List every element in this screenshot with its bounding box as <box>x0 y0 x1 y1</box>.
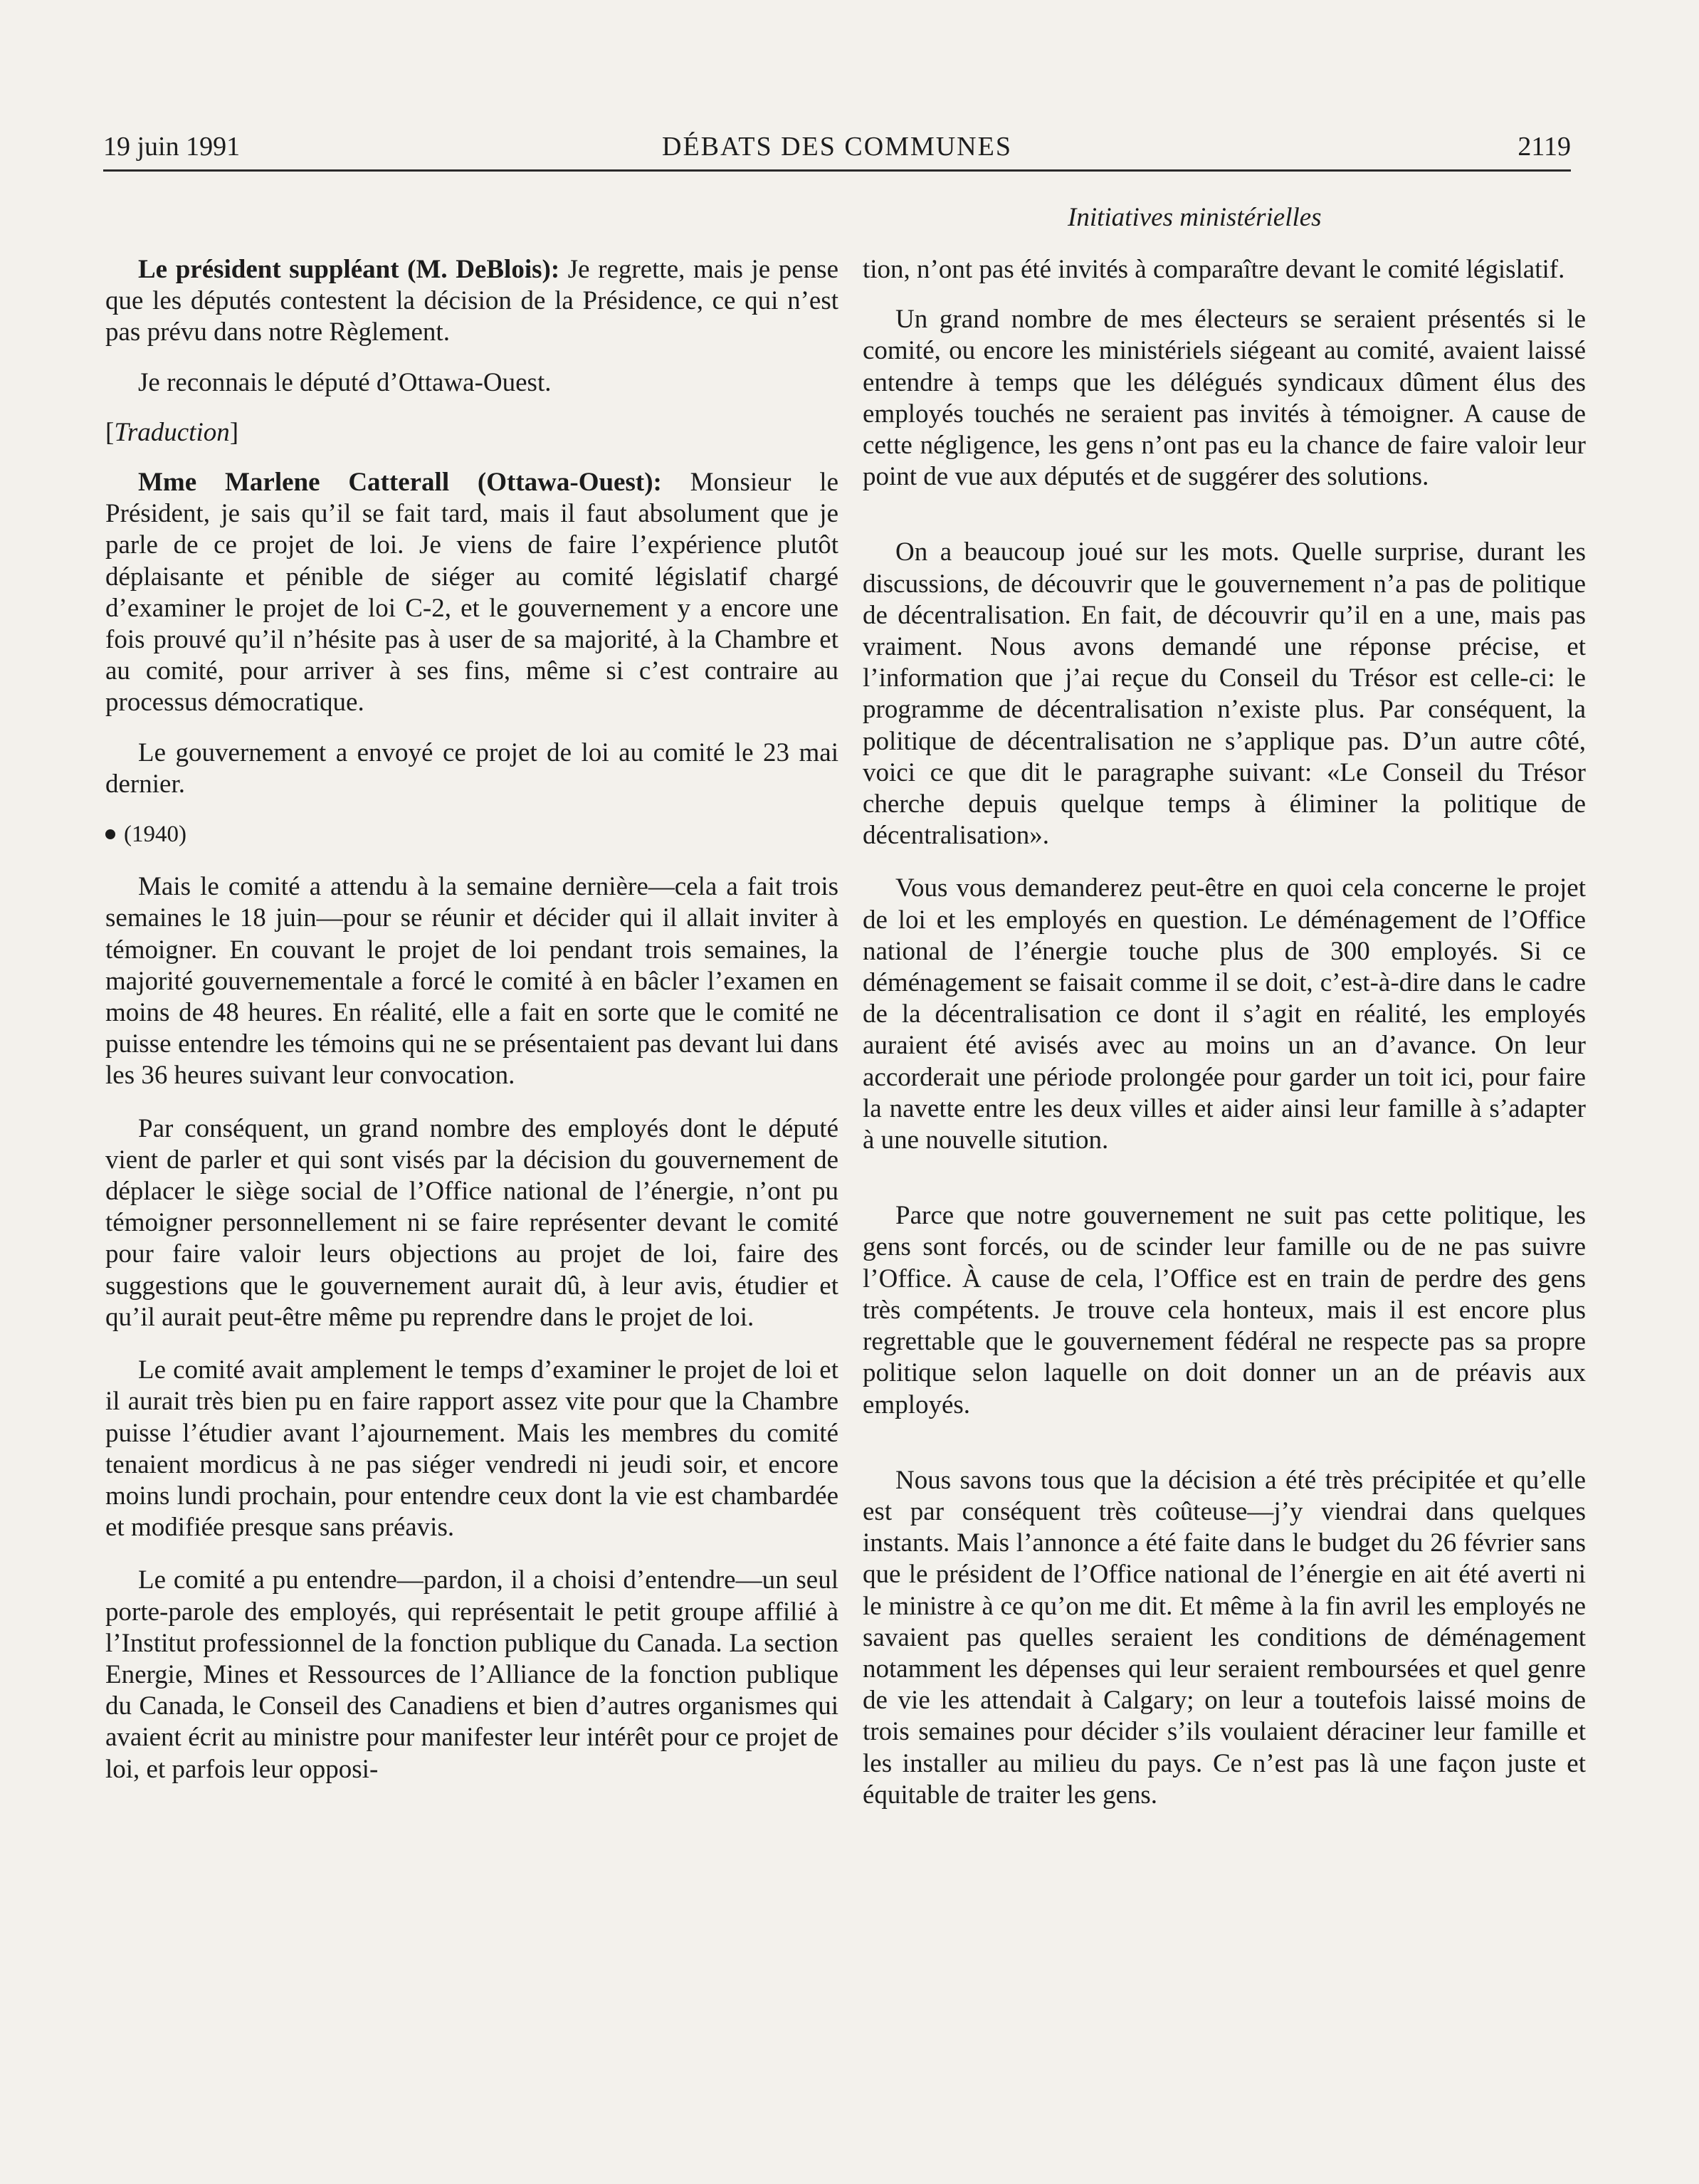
speech-text: Monsieur le Président, je sais qu’il se fait tard, mais il faut absolument que je parle de ce projet de loi. Je viens de faire l’expérience plutôt déplaisante et pénible de siéger au comité législatif chargé d’examiner le projet de loi C-2, et le gouvernement y a encore une fois prouvé qu’il n’hésite pas à user de sa majorité, à la Chambre et au comité, pour arriver à ses fins, même si c’est contraire au processus démocratique. <box>105 468 838 718</box>
section-heading: Initiatives ministérielles <box>1068 203 1322 232</box>
right-column <box>863 254 1586 1811</box>
time-marker: (1940) <box>105 819 838 850</box>
speaker-name: Le président suppléant (M. DeBlois): <box>138 255 560 284</box>
paragraph: Nous savons tous que la décision a été très précipitée et qu’elle est par conséquent très coûteuse—j’y viendrai dans quelques instants. Mais l’annonce a été faite dans le budget du 26 février sans que le président de l’Office national de l’énergie en ait été averti ni le ministre à ce qu’on me dit. Et même à la fin avril les employés ne savaient pas quelles seraient les conditions de déménagement notamment les dépenses qui leur seraient remboursées et quel genre de vie les attendait à Calgary; on leur a toutefois laissé moins de trois semaines pour décider s’ils voulaient déraciner leur famille et les installer au milieu du pays. Ce n’est pas là une façon juste et équitable de traiter les gens. <box>863 1465 1586 1810</box>
paragraph <box>105 467 838 719</box>
paragraph: Vous vous demanderez peut-être en quoi cela concerne le projet de loi et les employés en question. Le déménagement de l’Office national de l’énergie touche plus de 300 employés. Si ce déménagement se faisait comme il se doit, c’est-à-dire dans le cadre de la décentralisation ce dont il s’agit en réalité, les employés auraient été avisés avec au moins un an d’avance. On leur accorderait une période prolongée pour garder un toit ici, pour faire la navette entre les deux villes et aider ainsi leur famille à s’adapter à une nouvelle sitution. <box>863 873 1586 1155</box>
paragraph: On a beaucoup joué sur les mots. Quelle surprise, durant les discussions, de découvrir que le gouvernement n’a pas de politique de décentralisation. En fait, de découvrir qu’il en a une, mais pas vraiment. Nous avons demandé une réponse précise, et l’information que j’ai reçue du Conseil du Trésor est celle-ci: le programme de décentralisation n’existe plus. Par conséquent, la politique de décentralisation ne s’applique pas. D’un autre côté, voici ce que dit le paragraphe suivant: «Le Conseil du Trésor cherche depuis quelque temps à éliminer la politique de décentralisation». <box>863 537 1586 851</box>
page-number: 2119 <box>1517 132 1571 162</box>
paragraph: Le gouvernement a envoyé ce projet de loi au comité le 23 mai dernier. <box>105 737 838 799</box>
paragraph: Parce que notre gouvernement ne suit pas cette politique, les gens sont forcés, ou de scinder leur famille ou de ne pas suivre l’Office. À cause de cela, l’Office est en train de perdre des gens très compétents. Je trouve cela honteux, mais il est encore plus regrettable que le gouvernement fédéral ne respecte pas sa propre politique selon laquelle on doit donner un an de préavis aux employés. <box>863 1201 1586 1419</box>
header-date: 19 juin 1991 <box>103 132 241 162</box>
header-rule <box>103 169 1571 172</box>
paragraph: tion, n’ont pas été invités à comparaître devant le comité législatif. <box>863 255 1565 284</box>
translation-note: [Traduction] <box>105 417 239 447</box>
paragraph: Mais le comité a attendu à la semaine dernière—cela a fait trois semaines le 18 juin—pour se réunir et décider qui il allait inviter à témoigner. En couvant le projet de loi pendant trois semaines, la majorité gouvernementale a forcé le comité à en bâcler l’examen en moins de 48 heures. En réalité, elle a fait en sorte que le comité ne puisse entendre les témoins qui ne se présentaient pas devant lui dans les 36 heures suivant leur convocation. <box>105 872 838 1091</box>
paragraph: Le comité a pu entendre—pardon, il a choisi d’entendre—un seul porte-parole des employés, qui représentait le petit groupe affilié à l’Institut professionnel de la fonction publique du Canada. La section Energie, Mines et Ressources de l’Alliance de la fonction publique du Canada, le Conseil des Canadiens et bien d’autres organismes qui avaient écrit au ministre pour manifester leur intérêt pour ce projet de loi, et parfois leur opposi- <box>105 1565 838 1784</box>
left-column <box>105 254 838 1785</box>
bullet-icon <box>105 829 115 839</box>
header-title: DÉBATS DES COMMUNES <box>662 132 1012 162</box>
page-header <box>103 125 1571 168</box>
paragraph: Le comité avait amplement le temps d’examiner le projet de loi et il aurait très bien pu en faire rapport assez vite pour que la Chambre puisse l’étudier avant l’ajournement. Mais les membres du comité tenaient mordicus à ne pas siéger vendredi ni jeudi soir, et encore moins lundi prochain, pour entendre ceux dont la vie est chambardée et modifiée presque sans préavis. <box>105 1355 838 1543</box>
speech-text: Je regrette, mais je pense que les députés contestent la décision de la Présidence, ce qui n’est pas prévu dans notre Règlement. <box>105 255 838 347</box>
paragraph <box>105 254 838 349</box>
paragraph: Par conséquent, un grand nombre des employés dont le député vient de parler et qui sont visés par la décision du gouvernement de déplacer le siège social de l’Office national de l’énergie, n’ont pu témoigner personnellement ni se faire représenter devant le comité pour faire valoir leurs objections au projet de loi, faire des suggestions que le gouvernement aurait dû, à leur avis, étudier et qu’il aurait peut-être même pu reprendre dans le projet de loi. <box>105 1113 838 1332</box>
paragraph: Un grand nombre de mes électeurs se seraient présentés si le comité, ou encore les ministériels siégeant au comité, avaient laissé entendre à temps que les délégués syndicaux dûment élus des employés touchés ne seraient pas invités à témoigner. A cause de cette négligence, les gens n’ont pas eu la chance de faire valoir leur point de vue aux députés et de suggérer des solutions. <box>863 305 1586 492</box>
paragraph: Je reconnais le député d’Ottawa-Ouest. <box>138 367 552 397</box>
speaker-name: Mme Marlene Catterall (Ottawa-Ouest): <box>138 468 662 498</box>
